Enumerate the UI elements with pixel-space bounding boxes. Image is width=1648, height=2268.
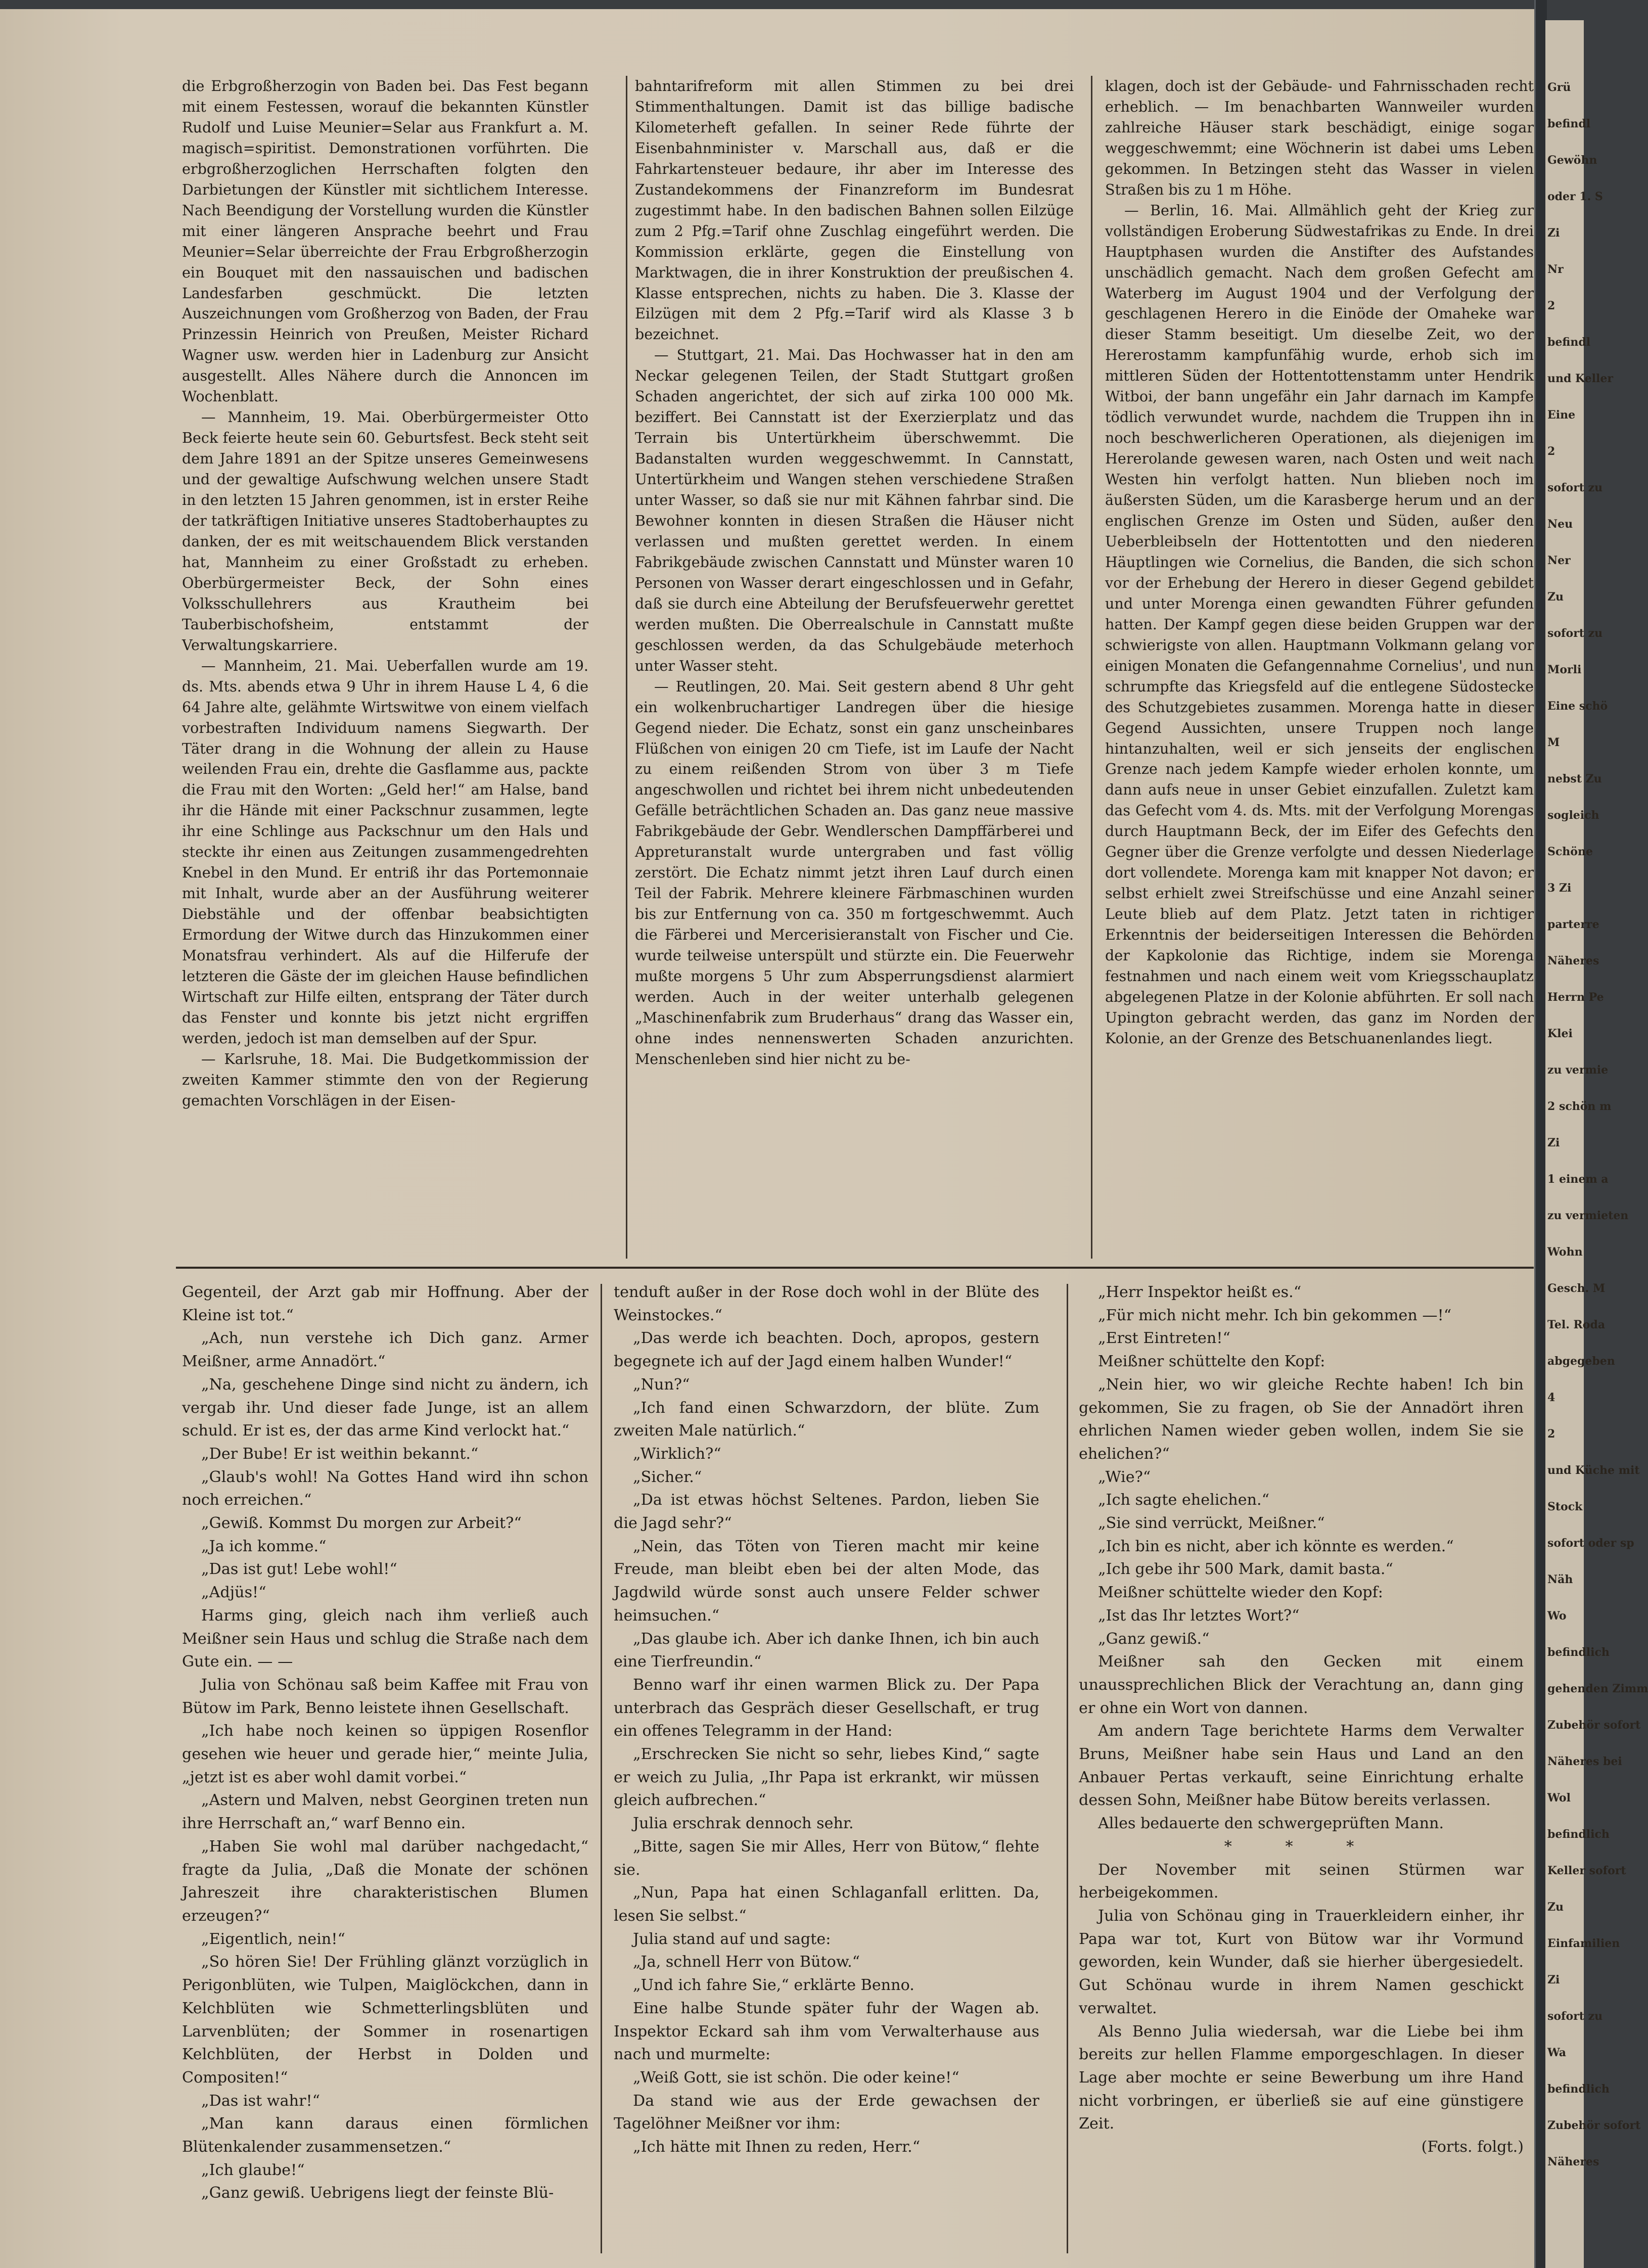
novel-paragraph: „Ich bin es nicht, aber ich könnte es werden.“	[1098, 1537, 1454, 1555]
adjacent-page-fragment: sofort zu	[1547, 2010, 1603, 2023]
novel-paragraph: „Ganz gewiß.“	[1098, 1630, 1210, 1648]
article-paragraph: — Mannheim, 19. Mai. Oberbürgermeister Otto Beck feierte heute sein 60. Geburtsfest. Beck steht seit dem Jahre 1891 an der Spitze unseres Gemeinwesens und der gewaltige Aufschwung welchen unsere Stadt in den letzten 15 Jahren genommen, ist in erster Reihe der tatkräftigen Initiative unseres Stadtoberhauptes zu danken, der es mit weitschauendem Blick verstanden hat, Mannheim zu einer Großstadt zu erheben. Oberbürgermeister Beck, der Sohn eines Volksschullehrers aus Krautheim bei Tauberbischofsheim, entstammt der Verwaltungskarriere.	[182, 408, 588, 654]
novel-paragraph: „Wie?“	[1098, 1468, 1151, 1486]
novel-paragraph: Julia von Schönau saß beim Kaffee mit Frau von Bütow im Park, Benno leistete ihnen Gesellschaft.	[182, 1676, 588, 1717]
novel-paragraph: „Nein hier, wo wir gleiche Rechte haben! Ich bin gekommen, Sie zu fragen, ob Sie der Annadört ihren ehrlichen Namen wieder geben wollen, indem Sie sie ehelichen?“	[1079, 1375, 1524, 1463]
article-paragraph: die Erbgroßherzogin von Baden bei. Das Fest begann mit einem Festessen, worauf die bekannten Künstler Rudolf und Luise Meunier=Selar aus Frankfurt a. M. magisch=spiritist. Demonstrationen vorführten. Die erbgroßherzoglichen Herrschaften folgten den Darbietungen der Künstler mit sichtlichem Interesse. Nach Beendigung der Vorstellung wurden die Künstler mit einer längeren Ansprache beehrt und Frau Meunier=Selar überreichte der Frau Erbgroßherzogin ein Bouquet mit den nassauischen und badischen Landesfarben geschmückt. Die letzten Auszeichnungen vom Großherzog von Baden, der Frau Prinzessin Heinrich von Preußen, Meister Richard Wagner usw. werden hier in Ladenburg zur Ansicht ausgestellt. Alles Nähere durch die Annoncen im Wochenblatt.	[182, 77, 588, 405]
adjacent-page-fragment: oder 1. S	[1547, 190, 1603, 203]
novel-paragraph: Gegenteil, der Arzt gab mir Hoffnung. Aber der Kleine ist tot.“	[182, 1283, 588, 1324]
novel-paragraph: Als Benno Julia wiedersah, war die Liebe bei ihm bereits zur hellen Flamme emporgeschlagen. In dieser Lage aber mochte er seine Bewerbung um ihre Hand nicht vorbringen, er überließ sie auf eine günstigere Zeit.	[1079, 2022, 1524, 2133]
novel-paragraph: „Ich gebe ihr 500 Mark, damit basta.“	[1098, 1560, 1393, 1579]
novel-paragraph: Alles bedauerte den schwergeprüften Mann.	[1098, 1815, 1444, 1833]
article-paragraph: bahntarifreform mit allen Stimmen zu bei drei Stimmenthaltungen. Damit ist das billige badische Kilometerheft gefallen. In seiner Rede führte der Eisenbahnminister v. Marschall aus, daß er die Fahrkartensteuer bedaure, ihr aber im Interesse des Zustandekommens der Finanzreform im Bundesrat zugestimmt habe. In den badischen Bahnen sollen Eilzüge zum 2 Pfg.=Tarif ohne Zuschlag eingeführt werden. Die Kommission erklärte, gegen die Einstellung von Marktwagen, die in ihrer Konstruktion der preußischen 4. Klasse entsprechen, nichts zu haben. Die 3. Klasse der Eilzügen mit dem 2 Pfg.=Tarif wird als Klasse 3 b bezeichnet.	[635, 77, 1074, 343]
adjacent-page-fragment: befindl	[1547, 117, 1591, 130]
adjacent-page-fragment: Morli	[1547, 663, 1582, 676]
adjacent-page-fragment: Näh	[1547, 1573, 1573, 1586]
adjacent-page-fragment: M	[1547, 736, 1560, 749]
novel-paragraph: „Der Bube! Er ist weithin bekannt.“	[201, 1445, 479, 1463]
novel-paragraph: Der November mit seinen Stürmen war herbeigekommen.	[1079, 1861, 1524, 1902]
section-break: * * *	[1224, 1837, 1379, 1856]
novel-paragraph: „Astern und Malven, nebst Georginen treten nun ihre Herrschaft an,“ warf Benno ein.	[182, 1791, 588, 1833]
article-paragraph: — Berlin, 16. Mai. Allmählich geht der Krieg zur vollständigen Eroberung Südwestafrikas zu Ende. In drei Hauptphasen wurden die Anstifter des Aufstandes unschädlich gemacht. Nach dem großen Gefecht am Waterberg im August 1904 und der Verfolgung der geschlagenen Herero in die Einöde der Omaheke war dieser Stamm beseitigt. Um dieselbe Zeit, wo der Hererostamm kampfunfähig wurde, erhob sich im mittleren Süden der Hottentottenstamm unter Hendrik Witboi, der bann ungefähr ein Jahr darnach im Kampfe tödlich verwundet wurde, nachdem die Truppen ihn in noch beschwerlicheren Operationen, als diejenigen im Hererolande gewesen waren, nach Osten und weit nach Westen hin verfolgt hatten. Nun blieben noch im äußersten Süden, um die Karasberge herum und an der englischen Grenze im Osten und Süden, außer den Ueberbleibseln der Hottentotten und den niederen Häuptlingen wie Cornelius, die Banden, die sich schon vor der Erhebung der Herero in dieser Gegend gebildet und unter Morenga einen gewandten Führer gefunden hatten. Der Kampf gegen diese beiden Gruppen war der schwierigste von allen. Hauptmann Volkmann gelang vor einigen Monaten die Gefangennahme Cornelius', und nun schrumpfte das Kriegsfeld auf die entlegene Südostecke des Schutzgebietes zusammen. Morenga hatte in dieser Gegend Aussichten, unsere Truppen noch lange hintanzuhalten, weil er sich jenseits der englischen Grenze nach jedem Kampfe wieder erholen konnte, um dann aufs neue in unser Gebiet einzufallen. Zuletzt kam das Gefecht vom 4. ds. Mts. mit der Verfolgung Morengas durch Hauptmann Beck, der im Eifer des Gefechts den Gegner über die Grenze verfolgte und dessen Niederlage dort vollendete. Morenga kam mit knapper Not davon; er selbst erhielt zwei Streifschüsse und eine Anzahl seiner Leute blieb auf dem Platz. Jetzt taten in richtiger Erkenntnis der beiderseitigen Interessen die Behörden der Kapkolonie das Richtige, indem sie Morenga festnahmen und nach einem weit vom Kriegsschauplatz abgelegenen Platze in der Kolonie abführten. Er soll nach Upington gebracht werden, das ganz im Norden der Kolonie, an der Grenze des Betschuanenlandes liegt.	[1105, 201, 1534, 1047]
novel-paragraph: „Ganz gewiß. Uebrigens liegt der feinste Blü-	[201, 2184, 554, 2202]
novel-paragraph: Meißner schüttelte den Kopf:	[1098, 1353, 1325, 1371]
adjacent-page-fragment: Neu	[1547, 518, 1573, 531]
column-rule	[1091, 76, 1092, 1259]
novel-paragraph: Am andern Tage berichtete Harms dem Verwalter Bruns, Meißner habe sein Haus und Land an den Anbauer Pertas verkauft, seine Einrichtung erhalte dessen Sohn, Meißner habe Bütow bereits verlassen.	[1079, 1722, 1524, 1810]
novel-paragraph: „Na, geschehene Dinge sind nicht zu ändern, ich vergab ihr. Und dieser fade Junge, ist an allem schuld. Er ist es, der das arme Kind verlockt hat.“	[182, 1375, 588, 1440]
novel-paragraph: „Nun, Papa hat einen Schlaganfall erlitten. Da, lesen Sie selbst.“	[614, 1884, 1039, 1925]
column-rule	[1067, 1284, 1068, 2253]
novel-paragraph: „Nun?“	[633, 1375, 690, 1394]
novel-paragraph: Harms ging, gleich nach ihm verließ auch Meißner sein Haus und schlug die Straße nach dem Gute ein. — —	[182, 1606, 588, 1671]
novel-paragraph: „Eigentlich, nein!“	[201, 1930, 345, 1948]
novel-paragraph: „Sicher.“	[633, 1468, 702, 1486]
article-paragraph: — Karlsruhe, 18. Mai. Die Budgetkommission der zweiten Kammer stimmte den von der Regierung gemachten Vorschlägen in der Eisen-	[182, 1050, 588, 1109]
adjacent-page-fragment: Eine schö	[1547, 700, 1608, 713]
novel-paragraph: „Für mich nicht mehr. Ich bin gekommen —!“	[1098, 1306, 1452, 1324]
adjacent-page-fragment: Einfamilien	[1547, 1937, 1620, 1950]
novel-paragraph: „Haben Sie wohl mal darüber nachgedacht,“ fragte da Julia, „Daß die Monate der schönen Jahreszeit ihre charakteristischen Blumen erzeugen?“	[182, 1837, 588, 1925]
adjacent-page-fragment: Keller sofort	[1547, 1864, 1626, 1877]
adjacent-page-fragment: 2 schön m	[1547, 1100, 1612, 1113]
novel-paragraph: „Bitte, sagen Sie mir Alles, Herr von Bütow,“ flehte sie.	[614, 1837, 1039, 1879]
adjacent-page-fragment: Zubehör sofort	[1547, 1719, 1641, 1732]
column-rule	[601, 1284, 602, 2253]
adjacent-page-fragment: und Keller	[1547, 372, 1613, 385]
novel-paragraph: „Ich hätte mit Ihnen zu reden, Herr.“	[633, 2138, 921, 2156]
adjacent-page-fragment: Wo	[1547, 1609, 1567, 1623]
novel-paragraph: „Gewiß. Kommst Du morgen zur Arbeit?“	[201, 1514, 522, 1533]
novel-column-2	[614, 1281, 1039, 2159]
adjacent-page-fragment: Wohn	[1547, 1245, 1583, 1259]
novel-column-3	[1079, 1281, 1524, 2159]
novel-paragraph: Benno warf ihr einen warmen Blick zu. Der Papa unterbrach das Gespräch dieser Gesellschaft, er trug ein offenes Telegramm in der Hand:	[614, 1676, 1039, 1740]
article-paragraph: — Reutlingen, 20. Mai. Seit gestern abend 8 Uhr geht ein wolkenbruchartiger Landregen über die hiesige Gegend nieder. Die Echatz, sonst ein ganz unscheinbares Flüßchen von einigen 20 cm Tiefe, ist im Laufe der Nacht zu einem reißenden Strom von über 3 m Tiefe angeschwollen und richtet bei ihrem nicht unbedeutenden Gefälle beträchtlichen Schaden an. Das ganz neue massive Fabrikgebäude der Gebr. Wendlerschen Dampffärberei und Appreturanstalt wurde untergraben und fast völlig zerstört. Die Echatz nimmt jetzt ihren Lauf durch einen Teil der Fabrik. Mehrere kleinere Färbmaschinen wurden bis zur Entfernung von ca. 350 m fortgeschwemmt. Auch die Färberei und Mercerisieranstalt von Fischer und Cie. wurde teilweise unterspült und stürzte ein. Die Feuerwehr mußte morgens 5 Uhr zum Absperrungsdienst alarmiert werden. Auch in der weiter unterhalb gelegenen „Maschinenfabrik zum Bruderhaus“ drang das Wasser ein, ohne indes nennenswerten Schaden anzurichten. Menschenleben sind hier nicht zu be-	[635, 677, 1074, 1068]
adjacent-page-fragment: sofort oder sp	[1547, 1537, 1634, 1550]
adjacent-page-fragment: Nr	[1547, 263, 1564, 276]
adjacent-page-fragment: 2	[1547, 299, 1555, 312]
adjacent-page-fragment: Näheres bei	[1547, 1755, 1622, 1768]
adjacent-page-fragment: und Küche mit	[1547, 1464, 1640, 1477]
continuation-note: (Forts. folgt.)	[1421, 2138, 1524, 2156]
news-column-1	[182, 76, 588, 1111]
novel-paragraph: „Erst Eintreten!“	[1098, 1329, 1230, 1348]
novel-column-1	[182, 1281, 588, 2205]
adjacent-page-fragment: sofort zu	[1547, 627, 1603, 640]
adjacent-page-fragment: Wol	[1547, 1791, 1571, 1804]
novel-paragraph: „Adjüs!“	[201, 1584, 266, 1602]
novel-paragraph: „Herr Inspektor heißt es.“	[1098, 1283, 1302, 1301]
adjacent-page-fragment: parterre	[1547, 918, 1599, 931]
novel-paragraph: „Erschrecken Sie nicht so sehr, liebes Kind,“ sagte er weich zu Julia, „Ihr Papa ist erkrankt, wir müssen gleich aufbrechen.“	[614, 1745, 1039, 1810]
adjacent-page-fragment: Herrn Pe	[1547, 991, 1604, 1004]
article-paragraph: — Mannheim, 21. Mai. Ueberfallen wurde am 19. ds. Mts. abends etwa 9 Uhr in ihrem Hause L 4, 6 die 64 Jahre alte, gelähmte Wirtswitwe von einem vielfach vorbestraften Individuum namens Siegwarth. Der Täter drang in die Wohnung der allein zu Hause weilenden Frau ein, drehte die Gasflamme aus, packte die Frau mit den Worten: „Geld her!“ am Halse, band ihr die Hände mit einer Packschnur zusammen, legte ihr eine Schlinge aus Packschnur um den Hals und steckte ihr einen aus Zeitungen zusammengedrehten Knebel in den Mund. Er entriß ihr das Portemonnaie mit Inhalt, wurde aber an der Ausführung weiterer Diebstähle und der offenbar beabsichtigten Ermordung der Witwe durch das Hinzukommen einer Monatsfrau verhindert. Als auf die Hilferufe der letzteren die Gäste der im gleichen Hause befindlichen Wirtschaft zur Hilfe eilten, entsprang der Täter durch das Fenster und konnte bis jetzt nicht ergriffen werden, jedoch ist man demselben auf der Spur.	[182, 657, 588, 1047]
adjacent-page-fragment: Näheres	[1547, 2155, 1599, 2168]
novel-paragraph: tenduft außer in der Rose doch wohl in der Blüte des Weinstockes.“	[614, 1283, 1039, 1324]
novel-paragraph: „Das glaube ich. Aber ich danke Ihnen, ich bin auch eine Tierfreundin.“	[614, 1630, 1039, 1671]
novel-paragraph: „Da ist etwas höchst Seltenes. Pardon, lieben Sie die Jagd sehr?“	[614, 1491, 1039, 1533]
novel-paragraph: Eine halbe Stunde später fuhr der Wagen ab. Inspektor Eckard sah ihm vom Verwalterhause aus nach und murmelte:	[614, 1999, 1039, 2064]
adjacent-page-fragment: nebst Zu	[1547, 772, 1602, 785]
adjacent-page-fragment: befindlich	[1547, 2082, 1610, 2096]
adjacent-page-fragment: Zi	[1547, 1973, 1560, 1986]
section-divider	[176, 1267, 1534, 1269]
novel-paragraph: „Ich sagte ehelichen.“	[1098, 1491, 1270, 1509]
adjacent-page-fragment: befindlich	[1547, 1646, 1610, 1659]
novel-paragraph: „Ist das Ihr letztes Wort?“	[1098, 1606, 1300, 1625]
adjacent-page-fragment: Näheres	[1547, 954, 1599, 967]
adjacent-page-fragment: 2	[1547, 1427, 1555, 1441]
novel-paragraph: „Ja ich komme.“	[201, 1537, 327, 1555]
adjacent-page-fragment: Zubehör sofort	[1547, 2119, 1641, 2132]
adjacent-page-fragment: sogleich	[1547, 809, 1599, 822]
adjacent-page-fragment: 1 einem a	[1547, 1173, 1609, 1186]
novel-paragraph: Meißner sah den Gecken mit einem unaussprechlichen Blick der Verachtung an, dann ging er ohne ein Wort von dannen.	[1079, 1653, 1524, 1717]
novel-paragraph: „Man kann daraus einen förmlichen Blütenkalender zusammensetzen.“	[182, 2115, 588, 2156]
novel-paragraph: „Glaub's wohl! Na Gottes Hand wird ihn schon noch erreichen.“	[182, 1468, 588, 1509]
adjacent-page-fragment: Ner	[1547, 554, 1571, 567]
article-paragraph: — Stuttgart, 21. Mai. Das Hochwasser hat in den am Neckar gelegenen Teilen, der Stadt Stuttgart großen Schaden angerichtet, der sich auf zirka 100 000 Mk. beziffert. Bei Cannstatt ist der Exerzierplatz und das Terrain bis Untertürkheim überschwemmt. Die Badanstalten wurden weggeschwemmt. In Cannstatt, Untertürkheim und Wangen stehen verschiedene Straßen unter Wasser, so daß sie nur mit Kähnen fahrbar sind. Die Bewohner konnten in diesen Straßen die Häuser nicht verlassen und mußten gerettet werden. In einem Fabrikgebäude zwischen Cannstatt und Münster waren 10 Personen von Wasser derart eingeschlossen und in Gefahr, daß sie durch eine Abteilung der Berufsfeuerwehr gerettet werden mußten. Die Oberrealschule in Cannstatt mußte geschlossen werden, da das Schulgebäude meterhoch unter Wasser steht.	[635, 346, 1074, 674]
novel-paragraph: „Ja, schnell Herr von Bütow.“	[633, 1953, 860, 1971]
novel-paragraph: „Das ist gut! Lebe wohl!“	[201, 1560, 397, 1579]
adjacent-page-fragment: Zu	[1547, 590, 1564, 604]
adjacent-page-fragment: zu vermie	[1547, 1063, 1609, 1077]
novel-paragraph: Da stand wie aus der Erde gewachsen der Tagelöhner Meißner vor ihm:	[614, 2092, 1039, 2133]
adjacent-page-fragment: befindl	[1547, 336, 1591, 349]
novel-paragraph: „Das werde ich beachten. Doch, apropos, gestern begegnete ich auf der Jagd einem halben Wunder!“	[614, 1329, 1039, 1371]
adjacent-page-fragment: Zu	[1547, 1901, 1564, 1914]
adjacent-page-fragment: Grü	[1547, 81, 1571, 94]
adjacent-page-fragment: 3 Zi	[1547, 882, 1572, 895]
adjacent-page-fragment: zu vermieten	[1547, 1209, 1629, 1222]
adjacent-page-fragment: Schöne	[1547, 845, 1593, 858]
column-rule	[626, 76, 627, 1259]
adjacent-page-fragment: Zi	[1547, 1136, 1560, 1149]
novel-paragraph: Meißner schüttelte wieder den Kopf:	[1098, 1584, 1383, 1602]
news-column-3	[1105, 76, 1534, 1049]
adjacent-page-fragment: abgegeben	[1547, 1355, 1615, 1368]
novel-paragraph: „Ich glaube!“	[201, 2161, 305, 2179]
adjacent-page-fragment: Gesch. M	[1547, 1282, 1606, 1295]
novel-paragraph: „Ach, nun verstehe ich Dich ganz. Armer Meißner, arme Annadört.“	[182, 1329, 588, 1371]
novel-paragraph: „Sie sind verrückt, Meißner.“	[1098, 1514, 1325, 1533]
news-column-2	[635, 76, 1074, 1070]
novel-paragraph: „Und ich fahre Sie,“ erklärte Benno.	[633, 1976, 914, 1995]
adjacent-page-fragment: 4	[1547, 1391, 1555, 1404]
adjacent-page-fragment: Klei	[1547, 1027, 1573, 1040]
adjacent-page-fragment: Eine	[1547, 408, 1576, 422]
novel-paragraph: „Ich fand einen Schwarzdorn, der blüte. Zum zweiten Male natürlich.“	[614, 1399, 1039, 1440]
adjacent-page-fragment: Stock	[1547, 1500, 1583, 1513]
adjacent-page-fragment: Gewöhn	[1547, 154, 1597, 167]
novel-paragraph: Julia erschrak dennoch sehr.	[633, 1815, 854, 1833]
article-paragraph: klagen, doch ist der Gebäude- und Fahrnisschaden recht erheblich. — Im benachbarten Wannweiler wurden zahlreiche Häuser stark beschädigt, einige sogar weggeschwemmt; eine Wöchnerin ist dabei ums Leben gekommen. In Betzingen steht das Wasser in vielen Straßen bis zu 1 m Höhe.	[1105, 77, 1534, 198]
adjacent-page-fragment: 2	[1547, 445, 1555, 458]
adjacent-page-fragment: Tel. Roda	[1547, 1318, 1606, 1331]
novel-paragraph: Julia von Schönau ging in Trauerkleidern einher, ihr Papa war tot, Kurt von Bütow war ihr Vormund geworden, kein Wunder, daß sie hierher übergesiedelt. Gut Schönau wurde in ihrem Namen geschickt verwaltet.	[1079, 1907, 1524, 2017]
novel-paragraph: „Weiß Gott, sie ist schön. Die oder keine!“	[633, 2068, 959, 2087]
novel-paragraph: „Das ist wahr!“	[201, 2092, 321, 2110]
adjacent-page-strip	[1545, 20, 1648, 2268]
novel-paragraph: „Wirklich?“	[633, 1445, 721, 1463]
novel-paragraph: „Ich habe noch keinen so üppigen Rosenflor gesehen wie heuer und gerade hier,“ meinte Julia, „jetzt ist es aber wohl damit vorbei.“	[182, 1722, 588, 1786]
adjacent-page-fragment: sofort zu	[1547, 481, 1603, 494]
adjacent-page-fragment: gehenden Zimm	[1547, 1682, 1648, 1695]
adjacent-page-fragment: Wa	[1547, 2046, 1567, 2059]
novel-paragraph: „So hören Sie! Der Frühling glänzt vorzüglich in Perigonblüten, wie Tulpen, Maiglöckchen, dann in Kelchblüten wie Schmetterlingsblüten und Larvenblüten; der Sommer in rosenartigen Kelchblüten, der Herbst in Dolden und Compositen!“	[182, 1953, 588, 2087]
adjacent-page-fragment: Zi	[1547, 226, 1560, 240]
novel-paragraph: Julia stand auf und sagte:	[633, 1930, 831, 1948]
adjacent-page-fragment: befindlich	[1547, 1828, 1610, 1841]
novel-paragraph: „Nein, das Töten von Tieren macht mir keine Freude, man bleibt eben bei der alten Mode, das Jagdwild würde sonst auch unsere Felder schwer heimsuchen.“	[614, 1537, 1039, 1625]
